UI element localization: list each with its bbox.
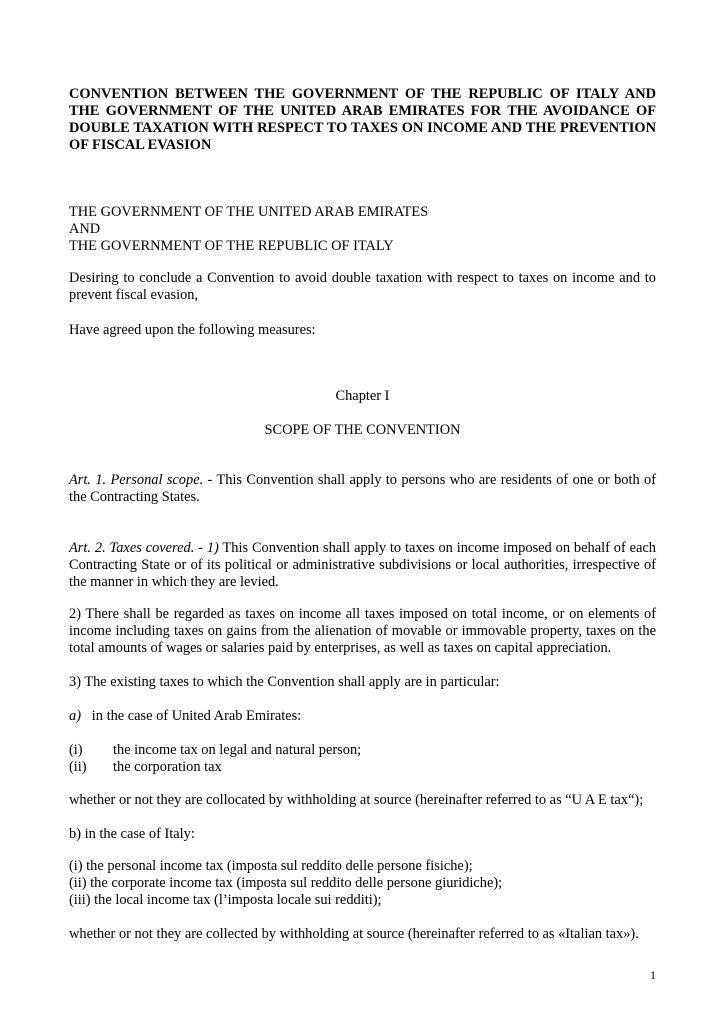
chapter-title: SCOPE OF THE CONVENTION (264, 422, 461, 438)
chapter-number: Chapter I (335, 388, 390, 404)
article-2-paragraph-1 (69, 540, 656, 591)
article-2-heading: Art. 2. Taxes covered. - 1) (69, 540, 219, 556)
article-1-text: This Convention shall apply to persons who are residents of one or both of the Contracting States. (69, 472, 656, 505)
uae-tax-list (69, 742, 656, 776)
party-uae: THE GOVERNMENT OF THE UNITED ARAB EMIRATES (69, 204, 429, 220)
agreed-paragraph: Have agreed upon the following measures: (69, 322, 316, 338)
page-number: 1 (650, 968, 656, 982)
article-1 (69, 472, 656, 506)
list-item-text: the income tax on legal and natural person; (113, 742, 362, 758)
list-item: (iii) the local income tax (l’imposta locale sui redditi); (69, 892, 382, 908)
document-title: CONVENTION BETWEEN THE GOVERNMENT OF THE REPUBLIC OF ITALY AND THE GOVERNMENT OF THE UNITED ARAB EMIRATES FOR THE AVOIDANCE OF DOUBLE TAXATION WITH RESPECT TO TAXES ON INCOME AND THE PREVENTION OF FISCAL EVASION (69, 86, 656, 153)
list-item-text: the corporation tax (113, 759, 222, 775)
italy-note: whether or not they are collected by withholding at source (hereinafter referred to as «Italian tax»). (69, 926, 639, 942)
party-italy: THE GOVERNMENT OF THE REPUBLIC OF ITALY (69, 238, 394, 254)
uae-note: whether or not they are collocated by withholding at source (hereinafter referred to as “U A E tax“); (69, 792, 644, 808)
uae-text: in the case of United Arab Emirates: (91, 708, 302, 724)
italy-tax-list (69, 858, 656, 909)
article-2-paragraph-2: 2) There shall be regarded as taxes on income all taxes imposed on total income, or on elements of income including taxes on gains from the alienation of movable or immovable property, taxes on the total amounts of wages or salaries paid by enterprises, as well as taxes on capital appreciation. (69, 606, 656, 656)
uae-label: a) (69, 708, 81, 724)
article-2-paragraph-3: 3) The existing taxes to which the Convention shall apply are in particular: (69, 674, 500, 690)
list-item-number: (ii) (69, 759, 87, 775)
preamble-paragraph: Desiring to conclude a Convention to avoid double taxation with respect to taxes on income and to prevent fiscal evasion, (69, 270, 656, 303)
list-item: (ii) the corporate income tax (imposta sul reddito delle persone giuridiche); (69, 875, 503, 891)
article-1-heading: Art. 1. Personal scope. - (69, 472, 213, 488)
parties-block (69, 204, 656, 255)
list-item (69, 759, 656, 776)
list-item-number: (i) (69, 742, 83, 758)
uae-subheading (69, 708, 656, 725)
italy-subheading: b) in the case of Italy: (69, 826, 195, 842)
list-item: (i) the personal income tax (imposta sul reddito delle persone fisiche); (69, 858, 473, 874)
article-2-text: This Convention shall apply to taxes on income imposed on behalf of each Contracting State or of its political or administrative subdivisions or local authorities, irrespective of the manner in which they are levied. (69, 540, 656, 590)
list-item (69, 742, 656, 759)
party-conjunction: AND (69, 221, 101, 237)
document-page (69, 0, 656, 1024)
